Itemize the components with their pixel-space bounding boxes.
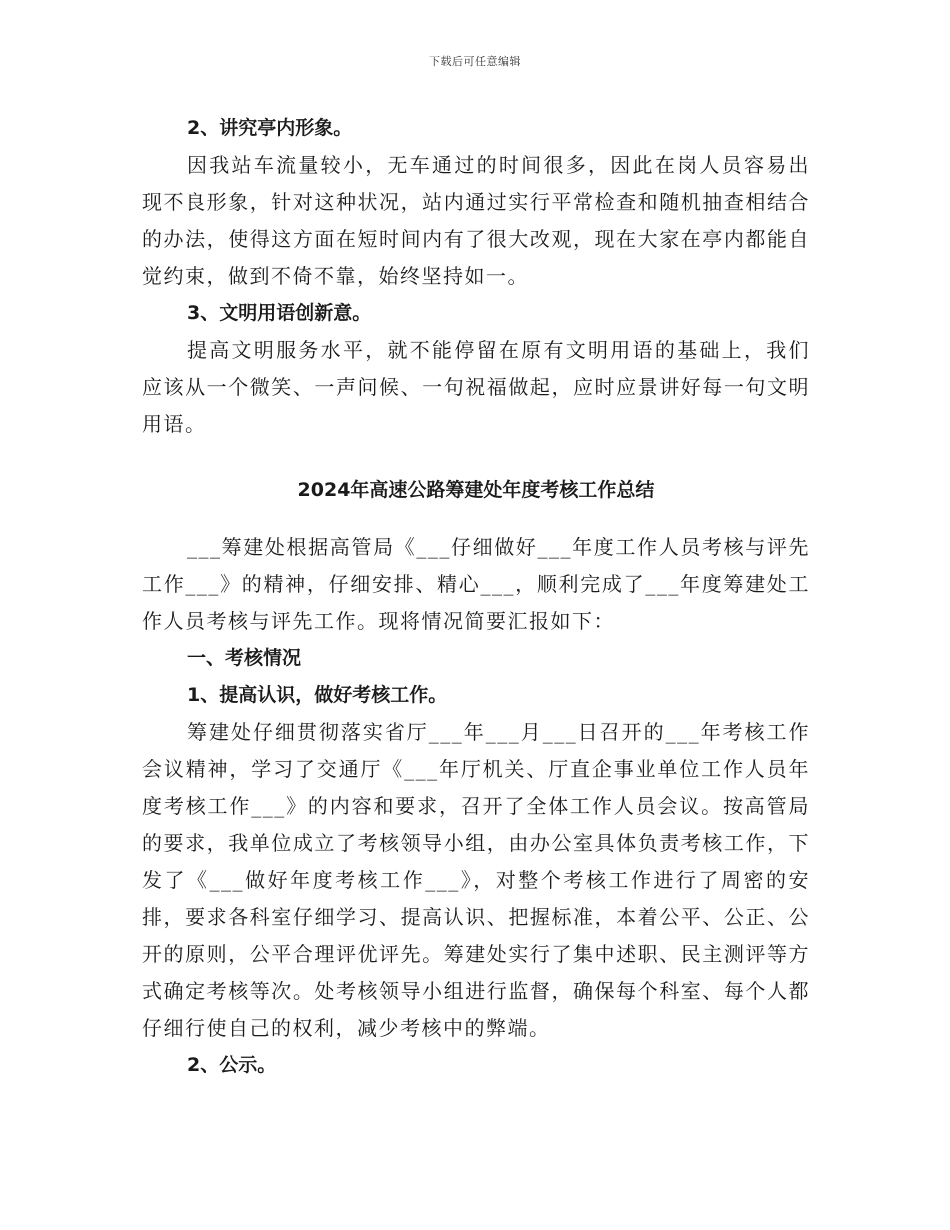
paragraph-raise-awareness: 筹建处仔细贯彻落实省厅___年___月___日召开的___年考核工作会议精神，学习了交通厅《___年厅机关、厅直企事业单位工作人员年度考核工作___》的内容和要求，召开了全体工作人员会议。按高管局的要求，我单位成立了考核领导小组，由办公室具体负责考核工作，下发了《___做好年度考核工作___》，对整个考核工作进行了周密的安排，要求各科室仔细学习、提高认识、把握标准，本着公平、公正、公开的原则，公平合理评优评先。筹建处实行了集中述职、民主测评等方式确定考核等次。处考核领导小组进行监督，确保每个科室、每个人都仔细行使自己的权利，减少考核中的弊端。 (142, 720, 810, 1040)
document-body (142, 110, 810, 1084)
paragraph-lounge-image: 因我站车流量较小，无车通过的时间很多，因此在岗人员容易出现不良形象，针对这种状况，站内通过实行平常检查和随机抽查相结合的办法，使得这方面在短时间内有了很大改观，现在大家在亭内都能自觉约束，做到不倚不靠，始终坚持如一。 (142, 153, 810, 288)
heading-raise-awareness: 1、提高认识，做好考核工作。 (187, 684, 448, 706)
heading-publicity: 2、公示。 (187, 1054, 277, 1076)
heading-lounge-image: 2、讲究亭内形象。 (187, 117, 353, 139)
page-header: 下载后可任意编辑 (429, 55, 521, 68)
paragraph-civil-language: 提高文明服务水平，就不能停留在原有文明用语的基础上，我们应该从一个微笑、一声问候、一句祝福做起，应时应景讲好每一句文明用语。 (142, 338, 810, 436)
paragraph-intro: ___筹建处根据高管局《___仔细做好___年度工作人员考核与评先工作___》的精神，仔细安排、精心___，顺利完成了___年度筹建处工作人员考核与评先工作。现将情况简要汇报如下： (142, 535, 810, 633)
article-title: 2024年高速公路筹建处年度考核工作总结 (297, 479, 655, 501)
heading-assessment-status: 一、考核情况 (187, 647, 302, 669)
heading-civil-language: 3、文明用语创新意。 (187, 302, 372, 324)
